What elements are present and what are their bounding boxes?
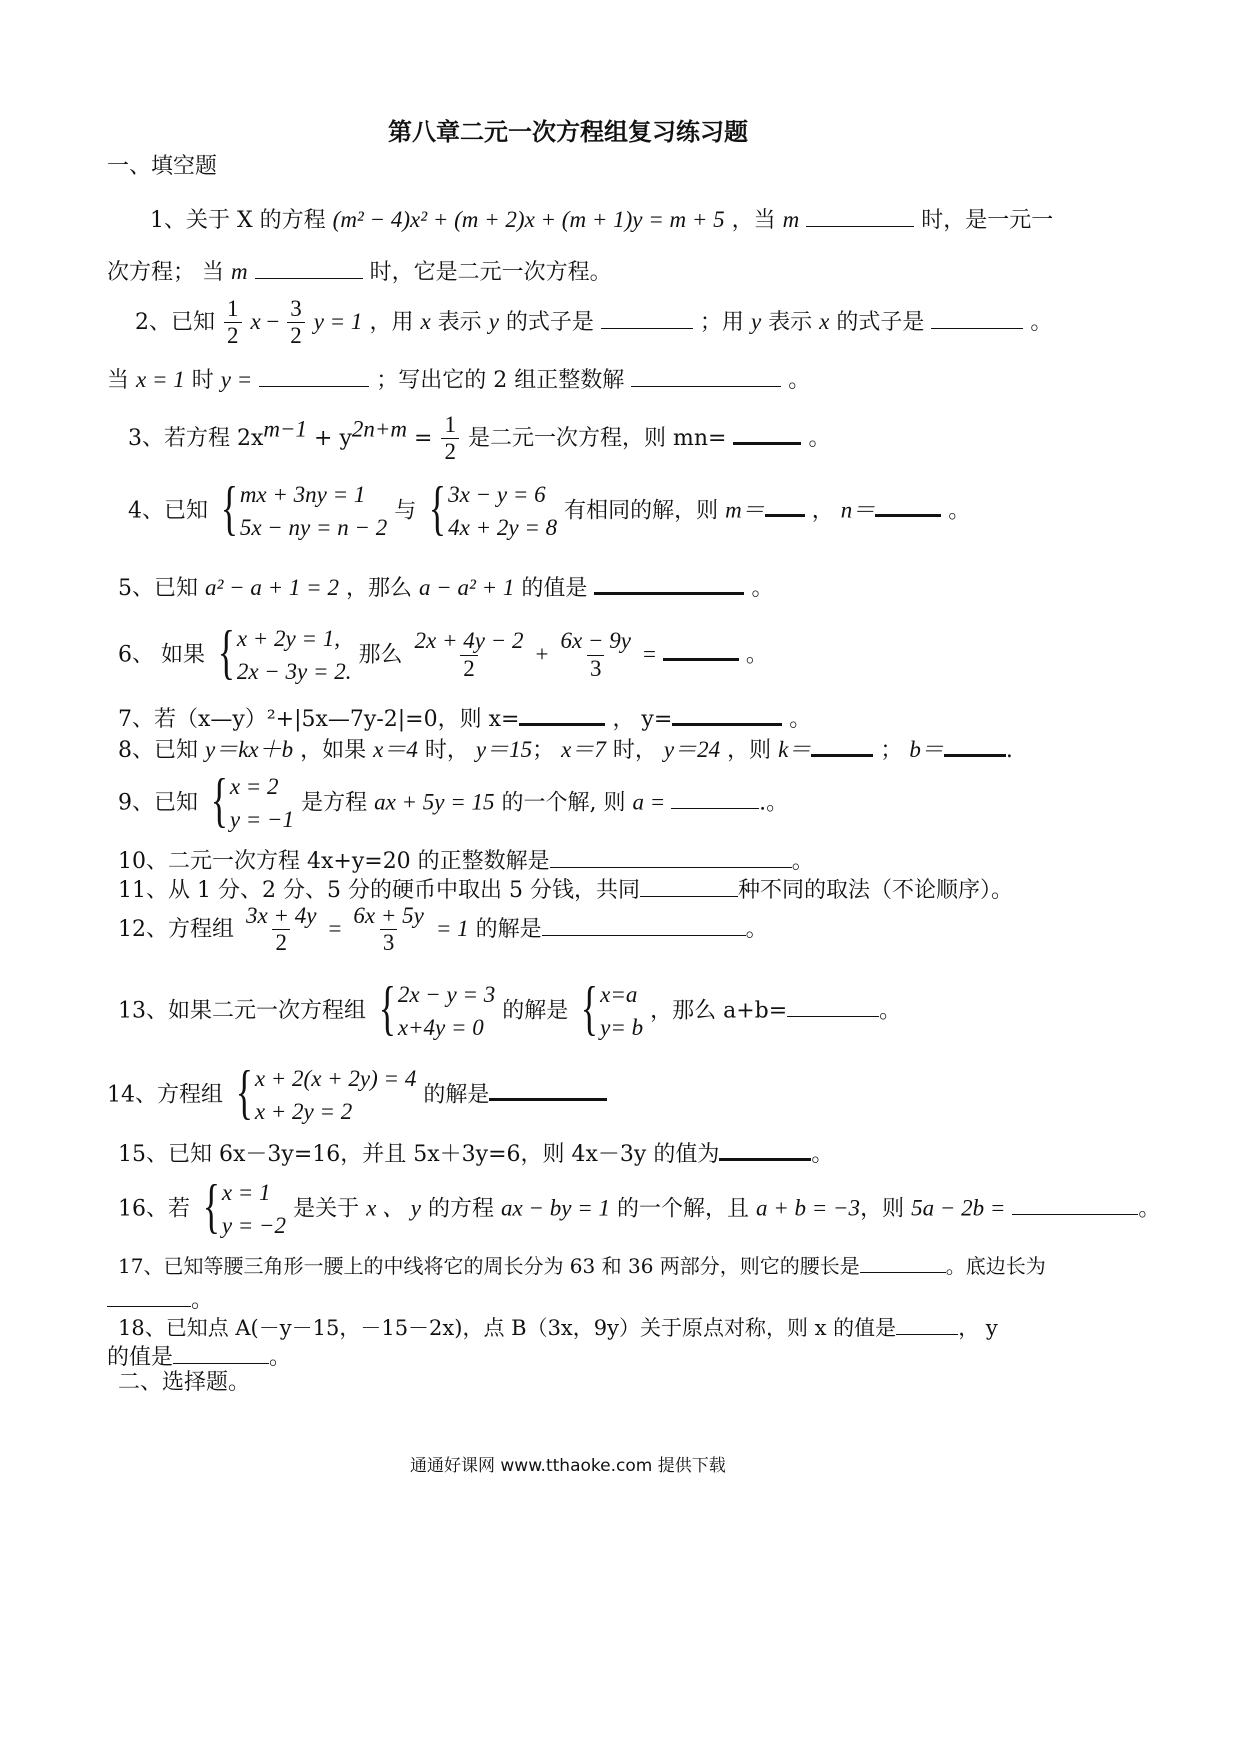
question-18-line-2: 的值是 。 xyxy=(107,1341,291,1371)
equation: (m² − 4)x² + (m + 2)x + (m + 1)y = m + 5 xyxy=(332,207,725,232)
fraction: $\frac{3}{2}$ xyxy=(287,296,305,350)
question-2-line-1: 2、已知 $\frac{1}{2}$ x − $\frac{3}{2}$ y = 1 ，用 x 表示 y 的式子是 ；用 y 表示 x 的式子是 。 xyxy=(135,296,1053,349)
answer-blank[interactable] xyxy=(1012,1192,1138,1215)
answer-blank[interactable] xyxy=(550,845,792,868)
question-6: 6、 如果 { x + 2y = 1, 2x − 3y = 2. 那么 $\frac{2x + 4y - 2}{2}$ + $\frac{6x - 9y}{3}$ = 。 xyxy=(118,622,768,689)
answer-blank[interactable] xyxy=(489,1076,607,1101)
answer-blank[interactable] xyxy=(875,492,941,517)
answer-blank[interactable] xyxy=(896,1313,958,1335)
answer-blank[interactable] xyxy=(733,420,801,445)
answer-blank[interactable] xyxy=(672,701,782,726)
answer-blank[interactable] xyxy=(173,1341,269,1364)
answer-blank[interactable] xyxy=(811,732,873,757)
answer-blank[interactable] xyxy=(107,1284,191,1307)
answer-blank[interactable] xyxy=(931,306,1023,329)
page-title: 第八章二元一次方程组复习练习题 xyxy=(388,117,748,146)
fraction: $\frac{1}{2}$ xyxy=(441,412,459,466)
question-10: 10、二元一次方程 4x+y=20 的正整数解是 。 xyxy=(118,845,814,875)
question-1-line-2: 次方程； 当 m 时，它是二元一次方程。 xyxy=(107,256,612,286)
equation-system: { x=a y= b xyxy=(581,975,644,1041)
question-7: 7、若（x—y）²+|5x—7y-2|=0，则 x= ， y= 。 xyxy=(118,701,811,733)
section-fill-in: 一、填空题 xyxy=(107,154,218,179)
page-footer: 通通好课网 www.tthaoke.com 提供下载 xyxy=(410,1456,726,1476)
section-multiple-choice: 二、选择题。 xyxy=(118,1370,251,1395)
answer-blank[interactable] xyxy=(860,1252,946,1273)
question-4: 4、已知 { mx + 3ny = 1 5x − ny = n − 2 与 { 3x − y = 6 4x + 2y = 8 有相同的解，则 m＝ ， n＝ 。 xyxy=(128,478,970,545)
answer-blank[interactable] xyxy=(631,364,781,387)
equation-system: { x = 1 y = −2 xyxy=(202,1173,287,1239)
question-12: 12、方程组 $\frac{3x + 4y}{2}$ = $\frac{6x + 5y}{3}$ = 1 的解是 。 xyxy=(118,903,768,956)
equation-system: { x + 2y = 1, 2x − 3y = 2. xyxy=(217,619,352,685)
answer-blank[interactable] xyxy=(519,701,605,726)
question-17-line-1: 17、已知等腰三角形一腰上的中线将它的周长分为 63 和 36 两部分，则它的腰长是 。底边长为 xyxy=(118,1254,1046,1278)
answer-blank[interactable] xyxy=(542,913,746,936)
answer-blank[interactable] xyxy=(594,570,744,595)
question-2-line-2: 当 x = 1 时 y = ；写出它的 2 组正整数解 。 xyxy=(107,364,810,394)
equation-system: { x = 2 y = −1 xyxy=(210,767,295,833)
answer-blank[interactable] xyxy=(806,204,914,227)
equation-system: { 2x − y = 3 x+4y = 0 xyxy=(378,975,496,1041)
question-18-line-1: 18、已知点 A(－y－15，－15－2x)，点 B（3x，9y）关于原点对称，则 x 的值是 ， y xyxy=(118,1313,998,1341)
answer-blank[interactable] xyxy=(663,636,739,661)
fraction: $\frac{3x + 4y}{2}$ xyxy=(246,903,317,956)
answer-blank[interactable] xyxy=(944,732,1006,757)
equation-system: { mx + 3ny = 1 5x − ny = n − 2 xyxy=(220,475,388,541)
equation-system: { x + 2(x + 2y) = 4 x + 2y = 2 xyxy=(235,1059,417,1125)
fraction: $\frac{6x - 9y}{3}$ xyxy=(560,628,631,681)
question-17-line-2: 。 xyxy=(107,1284,213,1314)
answer-blank[interactable] xyxy=(719,1136,811,1161)
question-9: 9、已知 { x = 2 y = −1 是方程 ax + 5y = 15 的一个解, 则 a = .。 xyxy=(118,770,788,837)
question-13: 13、如果二元一次方程组 { 2x − y = 3 x+4y = 0 的解是 { x=a y= b ，那么 a+b= 。 xyxy=(118,978,901,1045)
fraction: $\frac{2x + 4y - 2}{2}$ xyxy=(414,628,524,681)
answer-blank[interactable] xyxy=(671,786,759,809)
question-8: 8、已知 y＝kx＋b ，如果 x＝4 时， y＝15； x＝7 时， y＝24 ，则 k＝ ； b＝ . xyxy=(118,732,1013,764)
question-16: 16、若 { x = 1 y = −2 是关于 x 、 y 的方程 ax − by = 1 的一个解，且 a + b = −3，则 5a − 2b = 。 xyxy=(118,1176,1160,1243)
question-14: 14、方程组 { x + 2(x + 2y) = 4 x + 2y = 2 的解是 xyxy=(107,1062,607,1129)
answer-blank[interactable] xyxy=(255,256,363,279)
fraction: $\frac{1}{2}$ xyxy=(224,296,242,350)
fraction: $\frac{6x + 5y}{3}$ xyxy=(353,903,424,956)
question-1-line-1: 1、关于 X 的方程 (m² − 4)x² + (m + 2)x + (m + 1)y = m + 5 ，当 m 时，是一元一 xyxy=(150,204,1053,234)
answer-blank[interactable] xyxy=(787,994,879,1017)
question-5: 5、已知 a² − a + 1 = 2 ，那么 a − a² + 1 的值是 。 xyxy=(118,570,773,602)
answer-blank[interactable] xyxy=(765,492,805,517)
answer-blank[interactable] xyxy=(601,306,693,329)
answer-blank[interactable] xyxy=(640,874,738,897)
equation-system: { 3x − y = 6 4x + 2y = 8 xyxy=(429,475,558,541)
question-3: 3、若方程 $2x^{m-1} + y^{2n+m}$ = $\frac{1}{2}$ 是二元一次方程，则 mn= 。 xyxy=(128,412,831,465)
answer-blank[interactable] xyxy=(259,364,369,387)
question-15: 15、已知 6x－3y=16，并且 5x＋3y=6，则 4x－3y 的值为 。 xyxy=(118,1136,833,1168)
question-11: 11、从 1 分、2 分、5 分的硬币中取出 5 分钱，共同 种不同的取法（不论顺序）。 xyxy=(118,874,1013,904)
